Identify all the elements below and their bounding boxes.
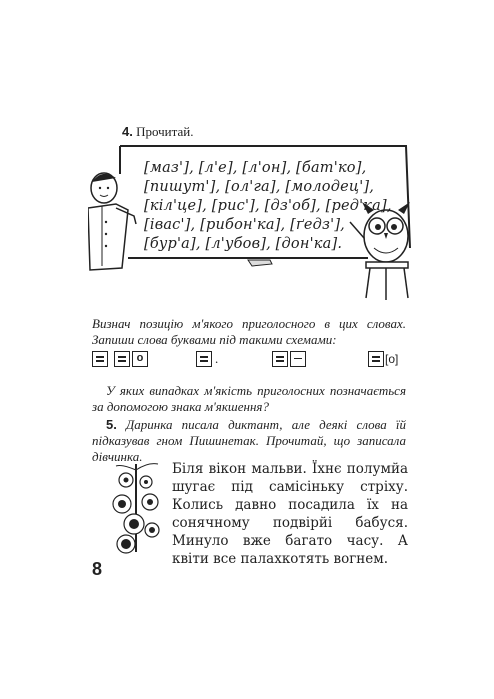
task-4-number: 4.: [122, 124, 133, 139]
scheme-consonant-box: [290, 351, 306, 367]
transcription-line: [івас'], [рибон'ка], [ґедз'],: [144, 217, 345, 233]
scheme-dot: .: [215, 351, 219, 366]
task-4-instruction: Прочитай.: [136, 124, 194, 139]
scheme-soft-sign-box: [114, 351, 130, 367]
task-5-number: 5.: [106, 417, 117, 432]
scheme-soft-sign-box: [92, 351, 108, 367]
task-5-text: [92, 417, 406, 465]
task-4-question-1: Визнач позицію м'якого приголосного в цих словах. Запиши слова буквами під такими схемами:: [92, 316, 406, 347]
scheme-soft-sign-box: [368, 351, 384, 367]
board-transcriptions: [144, 159, 392, 254]
transcription-line: [пишут'], [ол'га], [молодец'],: [144, 179, 375, 195]
mallow-flower-illustration: [104, 460, 168, 560]
transcription-line: [маз'], [л'е], [л'он], [бат'ко],: [144, 160, 367, 176]
scheme-vowel-box: [132, 351, 148, 367]
transcription-line: [бур'а], [л'убов], [дон'ка].: [144, 236, 343, 252]
scheme-vowel-letter: o: [136, 352, 144, 364]
scheme-soft-sign-box: [272, 351, 288, 367]
boy-figure: [88, 173, 136, 270]
scheme-bracket-o: [o]: [385, 352, 399, 366]
dictation-story: Біля вікон мальви. Їхнє полумйа шугає під самісіньку стріху. Колись давно посадила їх на сонячному подвірйі бабуся. Минуло вже багато часу. А квіти все палахкотять вогнем.: [172, 461, 408, 567]
scheme-soft-sign-box: [196, 351, 212, 367]
task-4-question-2: У яких випадках м'якість приголосних позначається за допомогою знака м'якшення?: [92, 383, 406, 414]
page-number: 8: [92, 559, 103, 579]
task-5-instruction: Даринка писала диктант, але деякі слова їй підказував гном Пишинетак. Прочитай, що записала дівчинка.: [92, 417, 406, 464]
transcription-line: [кіл'це], [рис'], [дз'об], [ред'ка],: [144, 198, 392, 214]
scheme-row: [92, 349, 402, 369]
